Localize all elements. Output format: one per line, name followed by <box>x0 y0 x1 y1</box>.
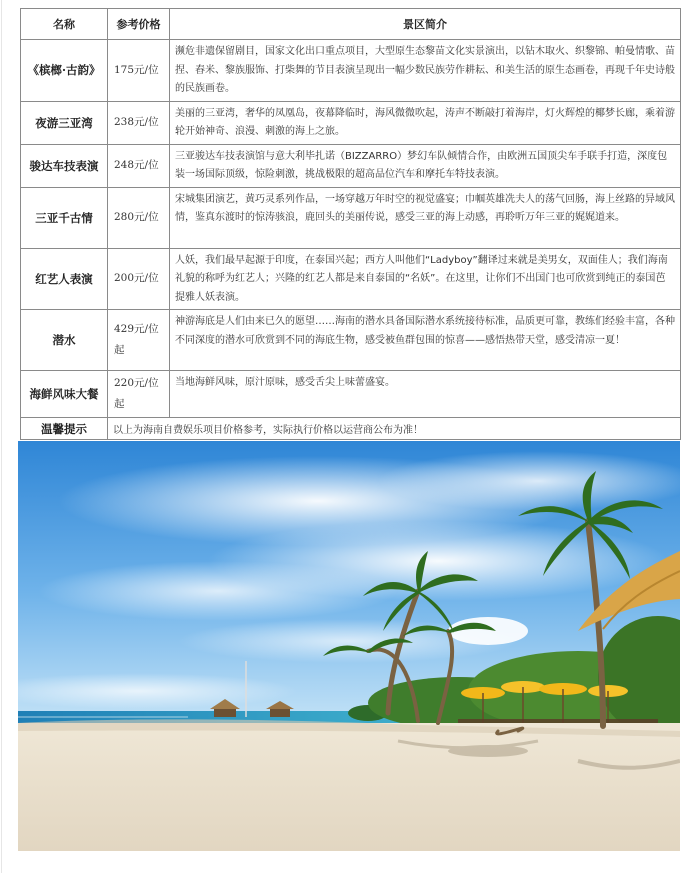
table-header-row <box>21 9 681 40</box>
row-price: 280元/位 <box>108 187 170 248</box>
row-price: 220元/位起 <box>108 371 170 418</box>
header-price: 参考价格 <box>108 9 170 40</box>
header-description: 景区简介 <box>170 9 681 40</box>
table-row <box>21 187 681 248</box>
table-row <box>21 248 681 310</box>
row-description: 神游海底是人们由来已久的愿望……海南的潜水具备国际潜水系统接待标准，品质更可靠，教练们经验丰富，各种不同深度的潜水可欣赏到不同的海底生物，感受被鱼群包围的惊喜——感悟热带天堂，感受清凉一夏！ <box>170 310 681 371</box>
table-row <box>21 371 681 418</box>
table-row <box>21 101 681 144</box>
header-name: 名称 <box>21 9 108 40</box>
row-name: 海鲜风味大餐 <box>21 371 108 418</box>
tip-text: 以上为海南自费娱乐项目价格参考，实际执行价格以运营商公布为准！ <box>108 418 681 440</box>
row-name: 三亚千古情 <box>21 187 108 248</box>
row-price: 429元/位起 <box>108 310 170 371</box>
table-row <box>21 144 681 187</box>
sand <box>18 723 680 851</box>
beach-photo <box>18 441 680 851</box>
row-description: 人妖，我们最早起源于印度，在泰国兴起；西方人叫他们“Ladyboy”翻译过来就是美男女，双面佳人；我们海南礼貌的称呼为红艺人；兴隆的红艺人都是来自泰国的“名妖”。在这里，让你们不出国门也可欣赏到纯正的泰国芭提雅人妖表演。 <box>170 248 681 310</box>
beach-illustration <box>18 441 680 851</box>
row-price: 175元/位 <box>108 40 170 102</box>
tip-label: 温馨提示 <box>21 418 108 440</box>
table-tip-row <box>21 418 681 440</box>
page-edge <box>1 0 2 873</box>
price-table-container <box>20 8 680 440</box>
row-description: 当地海鲜风味，原汁原味，感受舌尖上味蕾盛宴。 <box>170 371 681 418</box>
row-name: 骏达车技表演 <box>21 144 108 187</box>
row-description: 濒危非遗保留剧目，国家文化出口重点项目，大型原生态黎苗文化实景演出，以钻木取火、织黎锦、帕曼情歌、苗捏、舂米、黎族服饰、打柴舞的节目表演呈现出一幅少数民族劳作耕耘、和美生活的原生态画卷，再现千年史诗般的民族画卷。 <box>170 40 681 102</box>
price-table <box>20 8 681 440</box>
row-price: 248元/位 <box>108 144 170 187</box>
table-row <box>21 310 681 371</box>
row-price: 200元/位 <box>108 248 170 310</box>
row-description: 三亚骏达车技表演馆与意大利毕扎诺（BIZZARRO）梦幻车队倾情合作，由欧洲五国顶尖车手联手打造，深度包装一场国际顶级，惊险刺激，挑战极限的超高品位汽车和摩托车特技表演。 <box>170 144 681 187</box>
row-name: 《槟榔·古韵》 <box>21 40 108 102</box>
row-name: 红艺人表演 <box>21 248 108 310</box>
table-row <box>21 40 681 102</box>
row-name: 夜游三亚湾 <box>21 101 108 144</box>
row-description: 美丽的三亚湾，奢华的凤凰岛，夜幕降临时，海风微微吹起，涛声不断敲打着海岸，灯火辉煌的椰梦长廊，乘着游轮开始神奇、浪漫、刺激的海上之旅。 <box>170 101 681 144</box>
row-price: 238元/位 <box>108 101 170 144</box>
row-description: 宋城集团演艺，黄巧灵系列作品，一场穿越万年时空的视觉盛宴；巾帼英雄冼夫人的荡气回肠，海上丝路的异域风情，鉴真东渡时的惊涛骇浪，鹿回头的美丽传说，感受三亚的海上动感，再聆听万年三亚的娓娓道来。 <box>170 187 681 248</box>
row-name: 潜水 <box>21 310 108 371</box>
